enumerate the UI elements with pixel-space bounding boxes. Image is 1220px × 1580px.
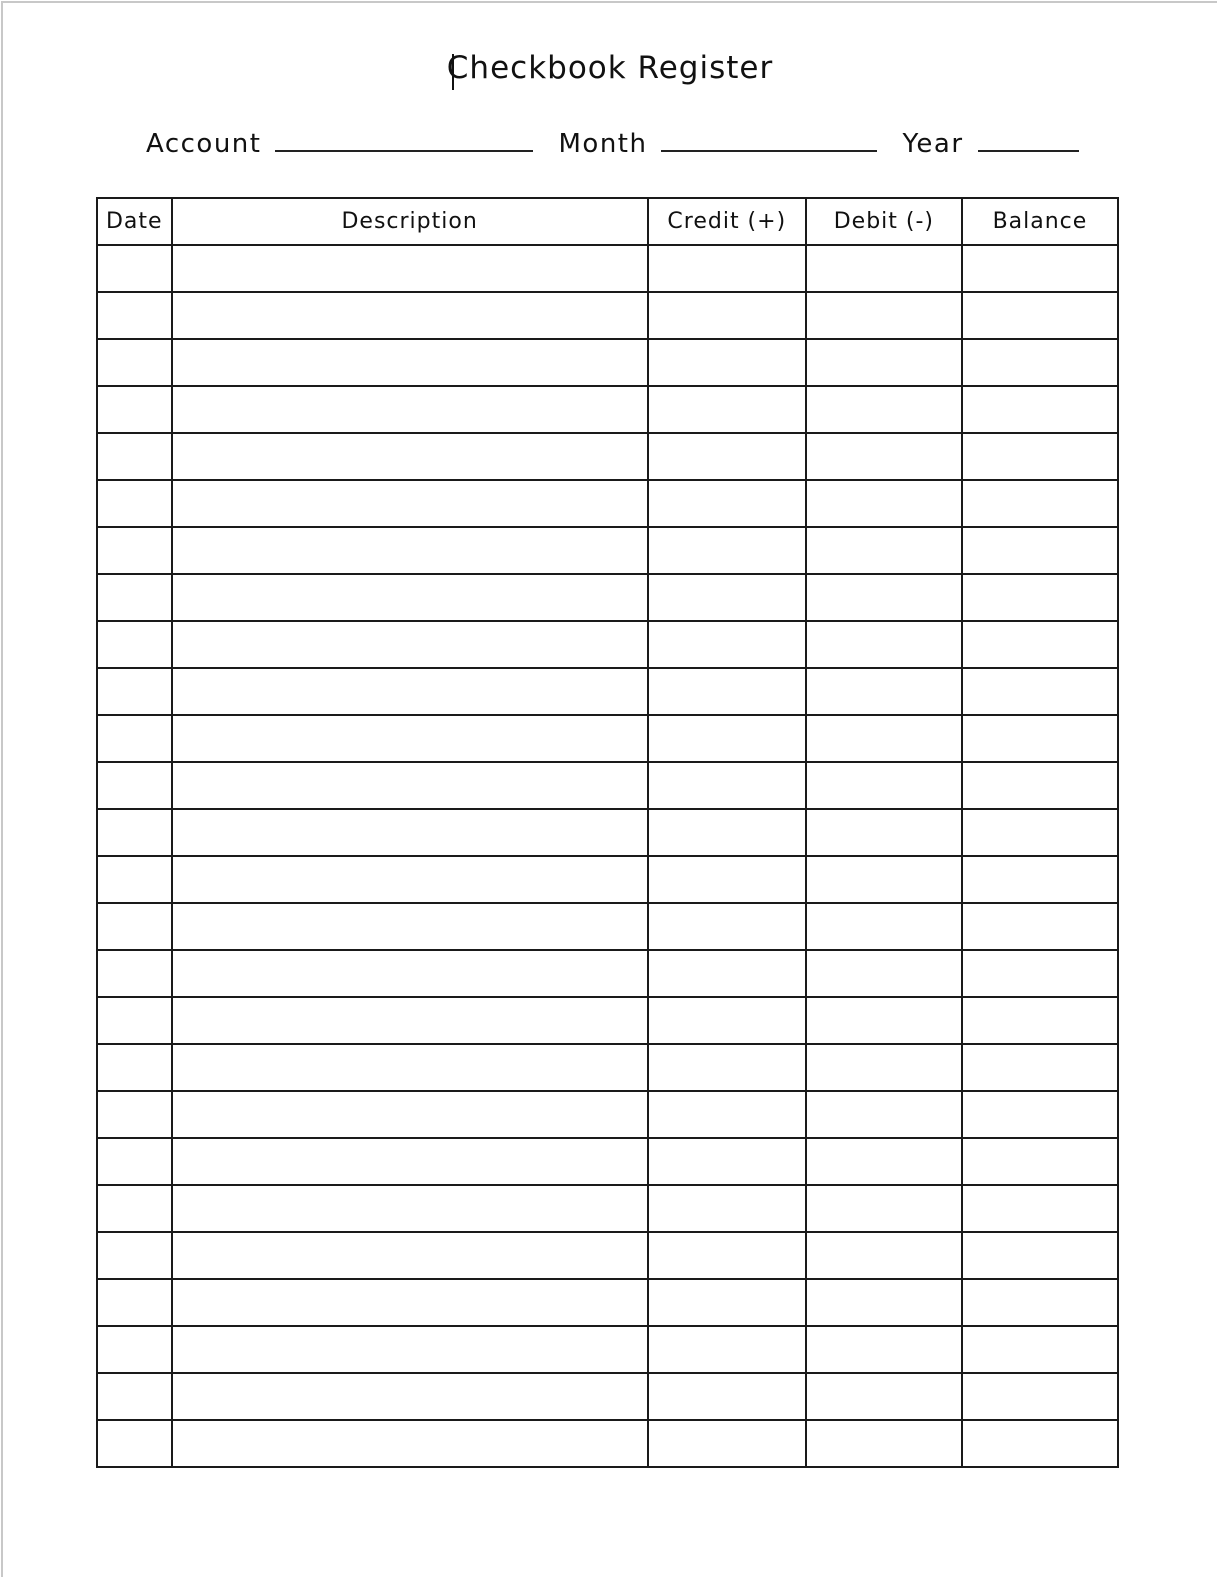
debit-cell[interactable] [806, 715, 962, 762]
debit-cell[interactable] [806, 903, 962, 950]
credit-cell[interactable] [648, 527, 806, 574]
description-cell[interactable] [172, 1044, 648, 1091]
date-cell[interactable] [97, 762, 172, 809]
balance-cell[interactable] [962, 1420, 1118, 1467]
balance-cell[interactable] [962, 527, 1118, 574]
date-cell[interactable] [97, 668, 172, 715]
column-header-debit: Debit (-) [806, 198, 962, 245]
account-field[interactable] [275, 124, 533, 152]
date-cell[interactable] [97, 809, 172, 856]
date-cell[interactable] [97, 433, 172, 480]
table-row [97, 1044, 1118, 1091]
debit-cell[interactable] [806, 809, 962, 856]
date-cell[interactable] [97, 1091, 172, 1138]
debit-cell[interactable] [806, 1091, 962, 1138]
debit-cell[interactable] [806, 997, 962, 1044]
balance-cell[interactable] [962, 668, 1118, 715]
credit-cell[interactable] [648, 809, 806, 856]
description-cell[interactable] [172, 1232, 648, 1279]
column-header-date: Date [97, 198, 172, 245]
description-cell[interactable] [172, 1138, 648, 1185]
table-row [97, 574, 1118, 621]
debit-cell[interactable] [806, 292, 962, 339]
date-cell[interactable] [97, 1044, 172, 1091]
description-cell[interactable] [172, 1420, 648, 1467]
description-cell[interactable] [172, 621, 648, 668]
date-cell[interactable] [97, 339, 172, 386]
description-cell[interactable] [172, 1326, 648, 1373]
table-row [97, 1373, 1118, 1420]
balance-cell[interactable] [962, 1185, 1118, 1232]
description-cell[interactable] [172, 574, 648, 621]
debit-cell[interactable] [806, 1373, 962, 1420]
table-row [97, 1326, 1118, 1373]
description-cell[interactable] [172, 668, 648, 715]
date-cell[interactable] [97, 1138, 172, 1185]
table-row [97, 480, 1118, 527]
year-field[interactable] [978, 124, 1079, 152]
debit-cell[interactable] [806, 527, 962, 574]
account-label: Account [146, 129, 262, 159]
debit-cell[interactable] [806, 621, 962, 668]
debit-cell[interactable] [806, 668, 962, 715]
date-cell[interactable] [97, 1232, 172, 1279]
credit-cell[interactable] [648, 950, 806, 997]
description-cell[interactable] [172, 1091, 648, 1138]
date-cell[interactable] [97, 903, 172, 950]
credit-cell[interactable] [648, 1420, 806, 1467]
description-cell[interactable] [172, 245, 648, 292]
date-cell[interactable] [97, 856, 172, 903]
debit-cell[interactable] [806, 1044, 962, 1091]
column-header-description: Description [172, 198, 648, 245]
balance-cell[interactable] [962, 1373, 1118, 1420]
debit-cell[interactable] [806, 386, 962, 433]
description-cell[interactable] [172, 950, 648, 997]
description-cell[interactable] [172, 762, 648, 809]
balance-cell[interactable] [962, 762, 1118, 809]
debit-cell[interactable] [806, 1138, 962, 1185]
credit-cell[interactable] [648, 903, 806, 950]
register-table [96, 197, 1119, 1468]
table-row [97, 621, 1118, 668]
date-cell[interactable] [97, 950, 172, 997]
date-cell[interactable] [97, 621, 172, 668]
table-row [97, 997, 1118, 1044]
credit-cell[interactable] [648, 574, 806, 621]
balance-cell[interactable] [962, 386, 1118, 433]
date-cell[interactable] [97, 292, 172, 339]
debit-cell[interactable] [806, 480, 962, 527]
credit-cell[interactable] [648, 480, 806, 527]
debit-cell[interactable] [806, 950, 962, 997]
description-cell[interactable] [172, 1279, 648, 1326]
credit-cell[interactable] [648, 433, 806, 480]
balance-cell[interactable] [962, 574, 1118, 621]
description-cell[interactable] [172, 715, 648, 762]
date-cell[interactable] [97, 527, 172, 574]
description-cell[interactable] [172, 386, 648, 433]
debit-cell[interactable] [806, 433, 962, 480]
balance-cell[interactable] [962, 950, 1118, 997]
debit-cell[interactable] [806, 856, 962, 903]
table-row [97, 245, 1118, 292]
date-cell[interactable] [97, 480, 172, 527]
description-cell[interactable] [172, 1185, 648, 1232]
balance-cell[interactable] [962, 1326, 1118, 1373]
date-cell[interactable] [97, 1420, 172, 1467]
balance-cell[interactable] [962, 480, 1118, 527]
table-row [97, 386, 1118, 433]
debit-cell[interactable] [806, 1232, 962, 1279]
credit-cell[interactable] [648, 1326, 806, 1373]
table-row [97, 715, 1118, 762]
year-label: Year [902, 129, 964, 159]
table-row [97, 292, 1118, 339]
credit-cell[interactable] [648, 386, 806, 433]
date-cell[interactable] [97, 997, 172, 1044]
month-label: Month [558, 129, 648, 159]
column-header-balance: Balance [962, 198, 1118, 245]
balance-cell[interactable] [962, 292, 1118, 339]
table-row [97, 1138, 1118, 1185]
table-row [97, 339, 1118, 386]
balance-cell[interactable] [962, 245, 1118, 292]
balance-cell[interactable] [962, 1091, 1118, 1138]
header-row [97, 198, 1118, 245]
description-cell[interactable] [172, 292, 648, 339]
description-cell[interactable] [172, 903, 648, 950]
credit-cell[interactable] [648, 1044, 806, 1091]
date-cell[interactable] [97, 1326, 172, 1373]
credit-cell[interactable] [648, 1138, 806, 1185]
table-row [97, 433, 1118, 480]
credit-cell[interactable] [648, 668, 806, 715]
date-cell[interactable] [97, 715, 172, 762]
table-row [97, 903, 1118, 950]
description-cell[interactable] [172, 433, 648, 480]
column-header-credit: Credit (+) [648, 198, 806, 245]
date-cell[interactable] [97, 1373, 172, 1420]
balance-cell[interactable] [962, 1044, 1118, 1091]
register-body [97, 245, 1118, 1467]
table-row [97, 1232, 1118, 1279]
table-row [97, 1279, 1118, 1326]
credit-cell[interactable] [648, 621, 806, 668]
description-cell[interactable] [172, 1373, 648, 1420]
credit-cell[interactable] [648, 292, 806, 339]
page-title: Checkbook Register [446, 50, 774, 86]
debit-cell[interactable] [806, 245, 962, 292]
balance-cell[interactable] [962, 856, 1118, 903]
credit-cell[interactable] [648, 1232, 806, 1279]
date-cell[interactable] [97, 1279, 172, 1326]
description-cell[interactable] [172, 527, 648, 574]
date-cell[interactable] [97, 574, 172, 621]
credit-cell[interactable] [648, 339, 806, 386]
balance-cell[interactable] [962, 621, 1118, 668]
table-row [97, 1185, 1118, 1232]
credit-cell[interactable] [648, 762, 806, 809]
balance-cell[interactable] [962, 1232, 1118, 1279]
debit-cell[interactable] [806, 1279, 962, 1326]
table-row [97, 809, 1118, 856]
header-fields [146, 124, 1079, 159]
description-cell[interactable] [172, 339, 648, 386]
balance-cell[interactable] [962, 1138, 1118, 1185]
debit-cell[interactable] [806, 762, 962, 809]
table-row [97, 762, 1118, 809]
description-cell[interactable] [172, 856, 648, 903]
debit-cell[interactable] [806, 1185, 962, 1232]
date-cell[interactable] [97, 1185, 172, 1232]
table-row [97, 1420, 1118, 1467]
credit-cell[interactable] [648, 1373, 806, 1420]
description-cell[interactable] [172, 480, 648, 527]
description-cell[interactable] [172, 809, 648, 856]
balance-cell[interactable] [962, 903, 1118, 950]
table-row [97, 668, 1118, 715]
debit-cell[interactable] [806, 1420, 962, 1467]
credit-cell[interactable] [648, 1279, 806, 1326]
table-row [97, 950, 1118, 997]
credit-cell[interactable] [648, 245, 806, 292]
balance-cell[interactable] [962, 715, 1118, 762]
table-row [97, 856, 1118, 903]
credit-cell[interactable] [648, 1185, 806, 1232]
table-row [97, 1091, 1118, 1138]
credit-cell[interactable] [648, 856, 806, 903]
table-row [97, 527, 1118, 574]
balance-cell[interactable] [962, 433, 1118, 480]
balance-cell[interactable] [962, 1279, 1118, 1326]
month-field[interactable] [661, 124, 877, 152]
credit-cell[interactable] [648, 715, 806, 762]
balance-cell[interactable] [962, 339, 1118, 386]
date-cell[interactable] [97, 245, 172, 292]
balance-cell[interactable] [962, 997, 1118, 1044]
description-cell[interactable] [172, 997, 648, 1044]
date-cell[interactable] [97, 386, 172, 433]
debit-cell[interactable] [806, 1326, 962, 1373]
debit-cell[interactable] [806, 339, 962, 386]
credit-cell[interactable] [648, 997, 806, 1044]
debit-cell[interactable] [806, 574, 962, 621]
credit-cell[interactable] [648, 1091, 806, 1138]
balance-cell[interactable] [962, 809, 1118, 856]
